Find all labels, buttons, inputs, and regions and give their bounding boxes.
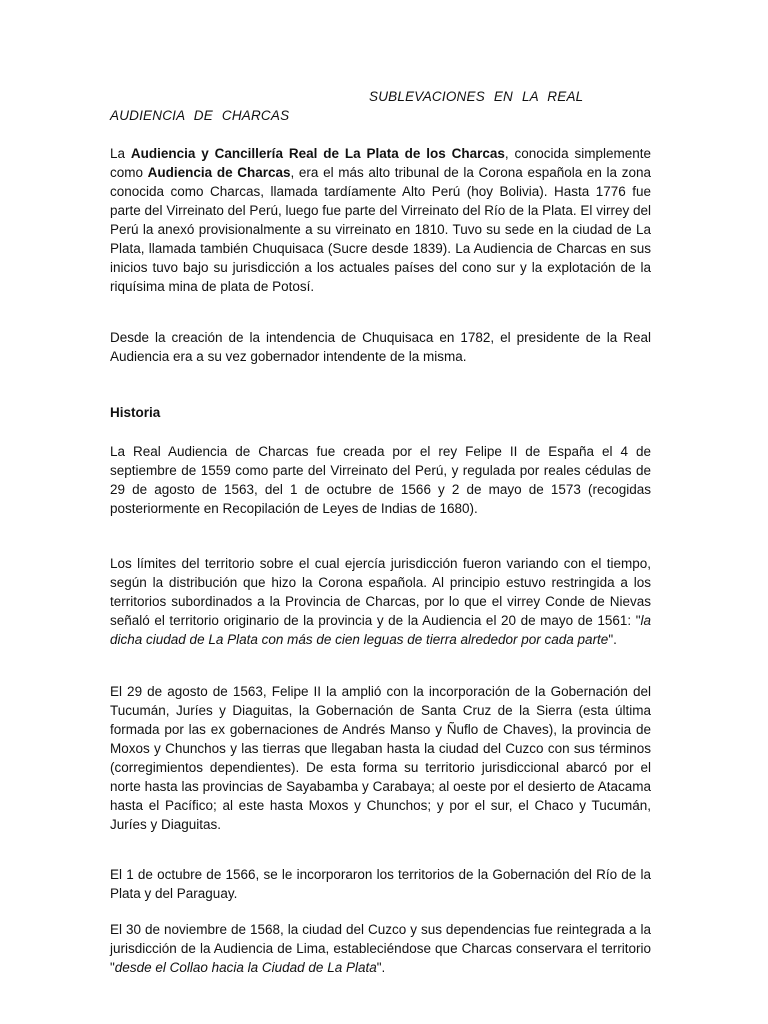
paragraph-intendencia: Desde la creación de la intendencia de Chuquisaca en 1782, el presidente de la Real Audiencia era a su vez gobernador intendente de la misma. — [110, 330, 651, 364]
paragraph-limits — [110, 554, 651, 649]
text-run: ". — [608, 632, 617, 647]
title-line-1: SUBLEVACIONES EN LA REAL — [369, 89, 584, 104]
title-line-2: AUDIENCIA DE CHARCAS — [110, 108, 290, 123]
text-run: , conocida simplemente como — [110, 146, 651, 180]
text-run: ". — [376, 960, 386, 975]
text-run: La — [110, 146, 131, 161]
bold-term-short-name: Audiencia de Charcas — [147, 165, 291, 180]
text-run: El 30 de noviembre de 1568, la ciudad del Cuzco y sus dependencias fue reintegrada a la jurisdicción de la Audiencia de Lima, estableciéndose que Charcas conservara el territorio " — [110, 922, 651, 975]
section-heading-historia: Historia — [110, 405, 161, 420]
paragraph-expansion: El 29 de agosto de 1563, Felipe II la amplió con la incorporación de la Gobernación del Tucumán, Juríes y Diaguitas, la Gobernación de Santa Cruz de la Sierra (esta última formada por las ex gobernaciones de Andrés Manso y Ñuflo de Chaves), la provincia de Moxos y Chunchos y las tierras que llegaban hasta la ciudad del Cuzco con sus términos (corregimientos dependientes). De esta forma su territorio jurisdiccional abarcó por el norte hasta las provincias de Sayabamba y Carabaya; al oeste por el desierto de Atacama hasta el Pacífico; al este hasta Moxos y Chunchos; y por el sur, el Chaco y Tucumán, Juríes y Diaguitas. — [110, 684, 651, 832]
text-run: , era el más alto tribunal de la Corona española en la zona conocida como Charcas, llamada tardíamente Alto Perú (hoy Bolivia). Hasta 1776 fue parte del Virreinato del Perú, luego fue parte del Virreinato del Río de la Plata. El virrey del Perú la anexó provisionalmente a su virreinato en 1810. Tuvo su sede en la ciudad de La Plata, llamada también Chuquisaca (Sucre desde 1839). La Audiencia de Charcas en sus inicios tuvo bajo su jurisdicción a los actuales países del cono sur y la explotación de la riquísima mina de plata de Potosí. — [110, 165, 651, 294]
paragraph-rio-de-la-plata: El 1 de octubre de 1566, se le incorporaron los territorios de la Gobernación del Río de la Plata y del Paraguay. — [110, 867, 651, 901]
italic-quote: la dicha ciudad de La Plata con más de cien leguas de tierra alrededor por cada parte — [110, 613, 651, 647]
bold-term-full-name: Audiencia y Cancillería Real de La Plata de los Charcas — [130, 146, 505, 161]
paragraph-intro — [110, 144, 651, 296]
italic-quote: desde el Collao hacia la Ciudad de La Plata — [114, 960, 377, 975]
text-run: Los límites del territorio sobre el cual ejercía jurisdicción fueron variando con el tiempo, según la distribución que hizo la Corona española. Al principio estuvo restringida a los territorios subordinados a la Provincia de Charcas, por lo que el virrey Conde de Nievas señaló el territorio originario de la provincia y de la Audiencia el 20 de mayo de 1561: " — [110, 556, 651, 628]
paragraph-creation: La Real Audiencia de Charcas fue creada por el rey Felipe II de España el 4 de septiembre de 1559 como parte del Virreinato del Perú, y regulada por reales cédulas de 29 de agosto de 1563, del 1 de octubre de 1566 y 2 de mayo de 1573 (recogidas posteriormente en Recopilación de Leyes de Indias de 1680). — [110, 444, 651, 516]
paragraph-cuzco — [110, 920, 651, 977]
